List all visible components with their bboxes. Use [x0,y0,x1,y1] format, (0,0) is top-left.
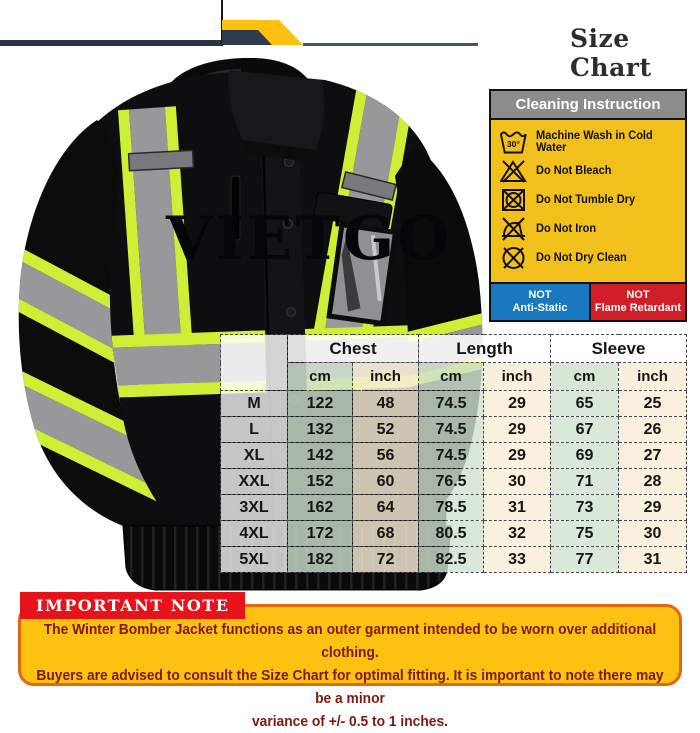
value-cell: 78.5 [419,495,484,521]
value-cell: 73 [551,495,619,521]
size-cell: L [221,417,288,443]
not-anti-static-badge: NOT Anti-Static [491,284,591,320]
size-cell: XXL [221,469,288,495]
cleaning-item [491,127,685,156]
size-chart-table [220,334,687,573]
unit-cell: cm [551,363,619,391]
value-cell: 182 [288,547,353,573]
note-line: variance of +/- 0.5 to 1 inches. [252,713,448,730]
table-row [221,495,687,521]
unit-cell: cm [419,363,484,391]
vietgo-watermark: VIETGO [166,204,453,274]
table-row [221,469,687,495]
header-bar [0,40,222,46]
unit-cell: inch [484,363,551,391]
jacket-collar [229,70,325,150]
value-cell: 26 [619,417,687,443]
value-cell: 25 [619,391,687,417]
value-cell: 60 [353,469,419,495]
value-cell: 74.5 [419,391,484,417]
do-not-iron-icon [500,216,527,242]
value-cell: 31 [619,547,687,573]
value-cell: 77 [551,547,619,573]
value-cell: 76.5 [419,469,484,495]
group-header-chest: Chest [288,335,419,363]
important-note-badge: IMPORTANT NOTE [20,592,245,619]
value-cell: 162 [288,495,353,521]
cleaning-item [491,185,685,214]
cleaning-items [491,120,685,282]
do-not-dry-clean-icon [500,245,527,271]
group-header-sleeve: Sleeve [551,335,687,363]
left-velcro-strip [129,150,194,170]
size-cell: 5XL [221,547,288,573]
table-row [221,547,687,573]
value-cell: 27 [619,443,687,469]
value-cell: 29 [619,495,687,521]
header-thin-line [303,43,478,46]
header-angled-shapes [222,19,306,46]
value-cell: 80.5 [419,521,484,547]
corner-cell [221,335,288,391]
value-cell: 65 [551,391,619,417]
unit-cell: inch [353,363,419,391]
value-cell: 142 [288,443,353,469]
cleaning-item-label: Machine Wash in Cold Water [535,129,653,154]
size-cell: 4XL [221,521,288,547]
table-row [221,443,687,469]
size-cell: M [221,391,288,417]
size-cell: XL [221,443,288,469]
table-unit-row [221,363,687,391]
value-cell: 64 [353,495,419,521]
group-header-length: Length [419,335,551,363]
value-cell: 31 [484,495,551,521]
unit-cell: cm [288,363,353,391]
machine-wash-icon [500,129,527,155]
value-cell: 74.5 [419,443,484,469]
value-cell: 69 [551,443,619,469]
table-row [221,391,687,417]
cleaning-item-label: Do Not Tumble Dry [536,193,636,206]
do-not-tumble-dry-icon [500,187,527,213]
value-cell: 68 [353,521,419,547]
value-cell: 152 [288,469,353,495]
table-row [221,521,687,547]
cleaning-item-label: Do Not Iron [536,222,597,235]
value-cell: 71 [551,469,619,495]
cleaning-item-label: Do Not Dry Clean [536,251,627,264]
value-cell: 132 [288,417,353,443]
page-title: Size Chart [570,24,652,82]
value-cell: 48 [353,391,419,417]
cleaning-item [491,156,685,185]
value-cell: 29 [484,417,551,443]
cleaning-item [491,214,685,243]
cleaning-panel-title: Cleaning Instruction [491,91,685,120]
note-line: Buyers are advised to consult the Size Chart for optimal fitting. It is important to note there may be a minor [36,667,664,707]
table-row [221,417,687,443]
snap-button [287,308,296,317]
value-cell: 122 [288,391,353,417]
size-cell: 3XL [221,495,288,521]
value-cell: 75 [551,521,619,547]
unit-cell: inch [619,363,687,391]
value-cell: 32 [484,521,551,547]
cleaning-panel-footer [491,282,685,320]
value-cell: 52 [353,417,419,443]
value-cell: 56 [353,443,419,469]
table-group-header-row [221,335,687,363]
value-cell: 28 [619,469,687,495]
value-cell: 33 [484,547,551,573]
value-cell: 72 [353,547,419,573]
value-cell: 172 [288,521,353,547]
do-not-bleach-icon [500,158,527,184]
cleaning-item-label: Do Not Bleach [536,164,612,177]
value-cell: 30 [484,469,551,495]
not-flame-retardant-badge: NOT Flame Retardant [591,284,685,320]
size-table-body [221,391,687,573]
value-cell: 29 [484,443,551,469]
cleaning-item [491,243,685,272]
value-cell: 74.5 [419,417,484,443]
value-cell: 30 [619,521,687,547]
note-line: The Winter Bomber Jacket functions as an outer garment intended to be worn over additional clothing. [43,621,657,661]
value-cell: 82.5 [419,547,484,573]
important-note-text [0,618,700,733]
value-cell: 29 [484,391,551,417]
svg-text:30°: 30° [506,138,520,149]
cleaning-instruction-panel [489,89,687,322]
value-cell: 67 [551,417,619,443]
